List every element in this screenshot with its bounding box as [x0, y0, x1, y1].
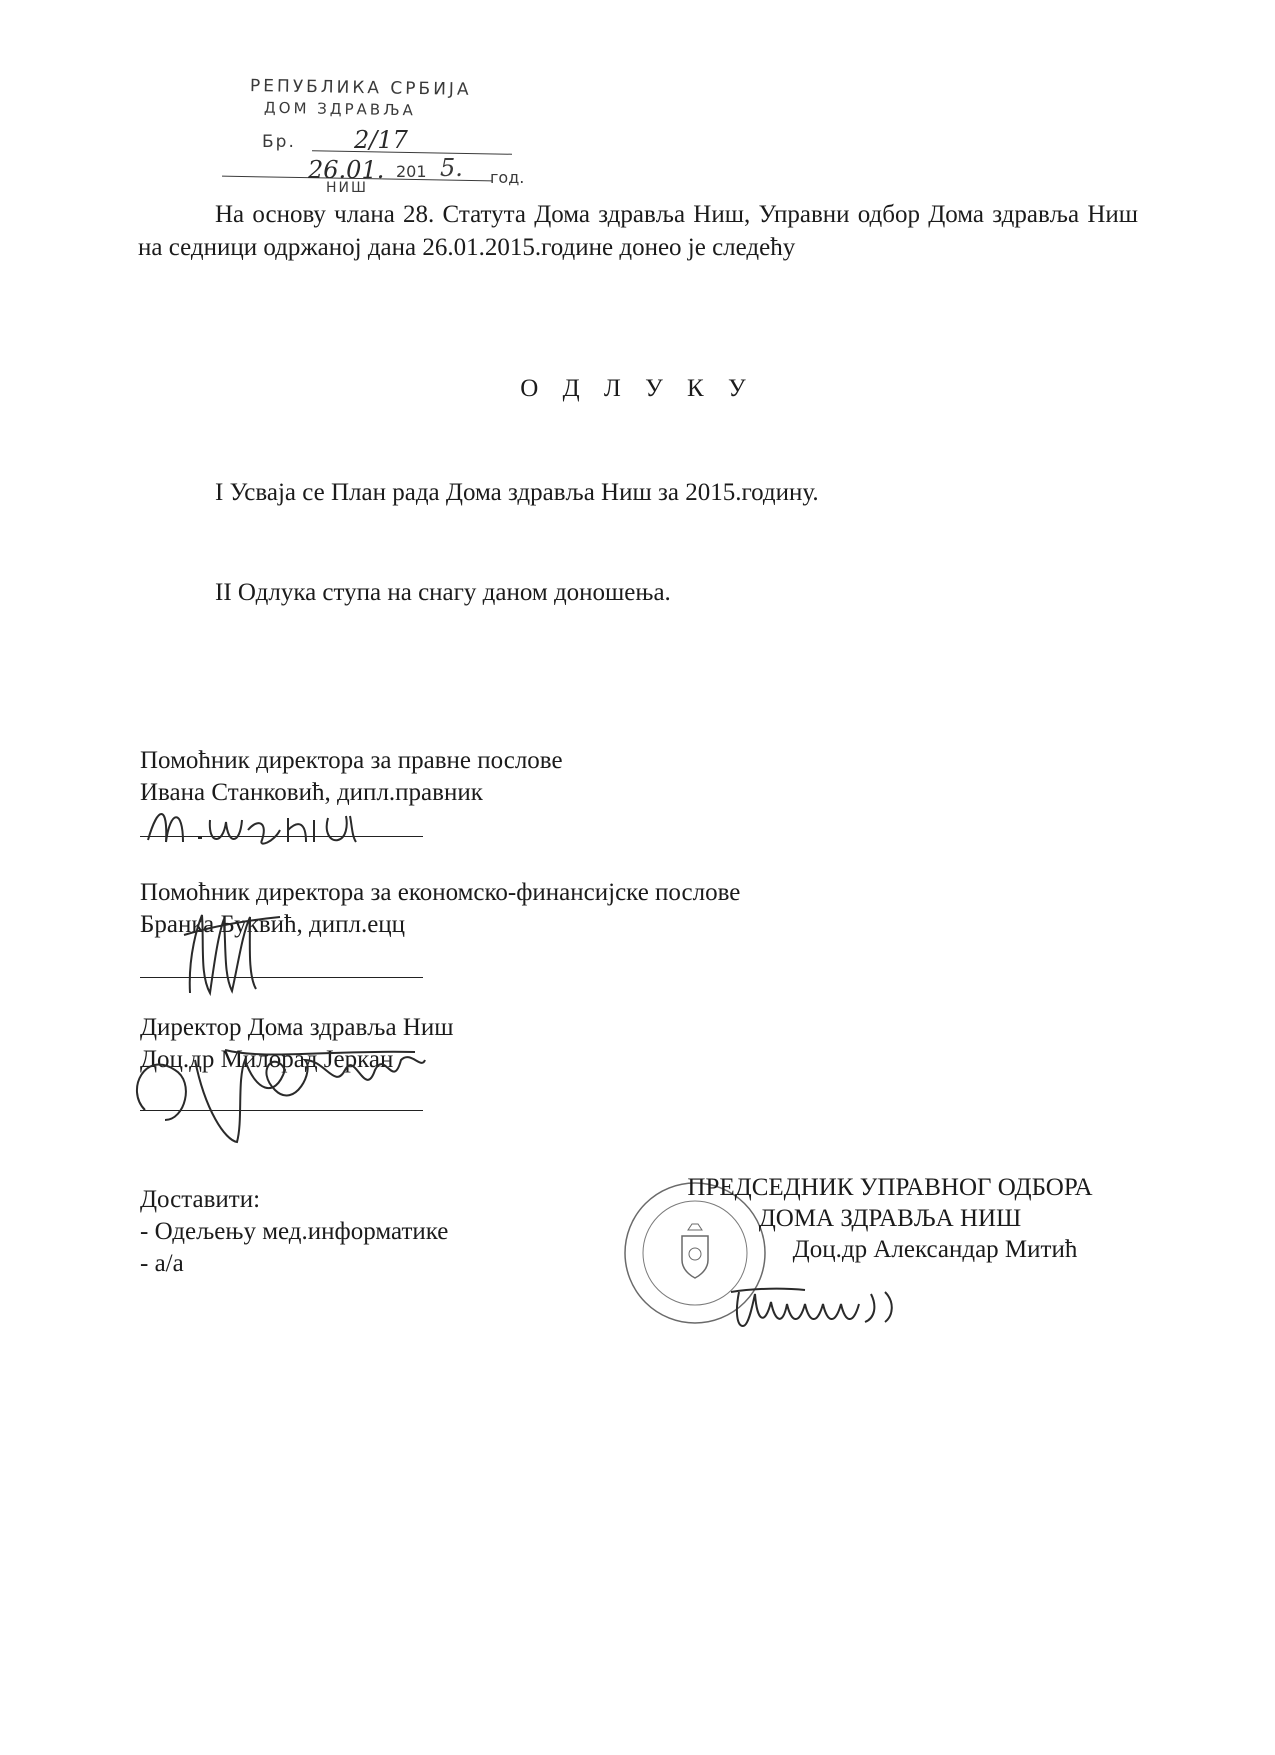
- handwritten-signature-icon: [725, 1282, 915, 1332]
- president-signature-block: [620, 1172, 1160, 1265]
- intro-paragraph: На основу члана 28. Статута Дома здравља Ниш, Управни одбор Дома здравља Ниш на седници одржаној дана 26.01.2015.године донео је следећу: [138, 201, 1138, 261]
- stamp-number-line: [312, 150, 512, 154]
- stamp-date-value: 26.01.: [308, 156, 385, 184]
- delivery-item: - Одељењу мед.информатике: [140, 1218, 449, 1245]
- handwritten-signature-icon: [125, 1030, 455, 1150]
- stamp-number-value: 2/17: [354, 126, 408, 154]
- stamp-line-institution: ДОМ ЗДРАВЉА: [263, 98, 416, 120]
- handwritten-signature-icon: [180, 905, 290, 1000]
- signatory-name: Доц.др Милорад Јеркан: [140, 1046, 394, 1073]
- stamp-year-label: год.: [490, 168, 525, 187]
- stamp-year-suffix: 5.: [440, 154, 463, 182]
- president-title-line1: ПРЕДСЕДНИК УПРАВНОГ ОДБОРА: [687, 1174, 1093, 1201]
- handwritten-signature-icon: [138, 800, 378, 850]
- decision-item-2: II Одлука ступа на снагу даном доношења.: [215, 579, 671, 606]
- signatory-position: Помоћник директора за правне послове: [140, 747, 563, 774]
- delivery-list: [140, 1184, 448, 1280]
- president-name: Доц.др Александар Митић: [792, 1236, 1078, 1263]
- stamp-year-prefix: 201: [396, 162, 427, 181]
- decision-item-1: I Усваја се План рада Дома здравља Ниш за 2015.годину.: [215, 479, 819, 506]
- signatory-name: Бранка Буквић, дипл.ецц: [140, 911, 406, 938]
- signatory-name: Ивана Станковић, дипл.правник: [140, 779, 483, 806]
- delivery-item: - а/а: [140, 1250, 184, 1277]
- registry-stamp: [228, 72, 538, 200]
- president-title-line2: ДОМА ЗДРАВЉА НИШ: [758, 1205, 1022, 1232]
- stamp-number-label: Бр.: [262, 132, 296, 152]
- signatory-position: Директор Дома здравља Ниш: [140, 1014, 454, 1041]
- delivery-label: Доставити:: [140, 1186, 261, 1213]
- signatory-position: Помоћник директора за економско-финансијске послове: [140, 879, 741, 906]
- stamp-city: НИШ: [326, 180, 368, 196]
- document-title: О Д Л У К У: [520, 375, 755, 402]
- stamp-line-country: РЕПУБЛИКА СРБИЈА: [249, 76, 472, 100]
